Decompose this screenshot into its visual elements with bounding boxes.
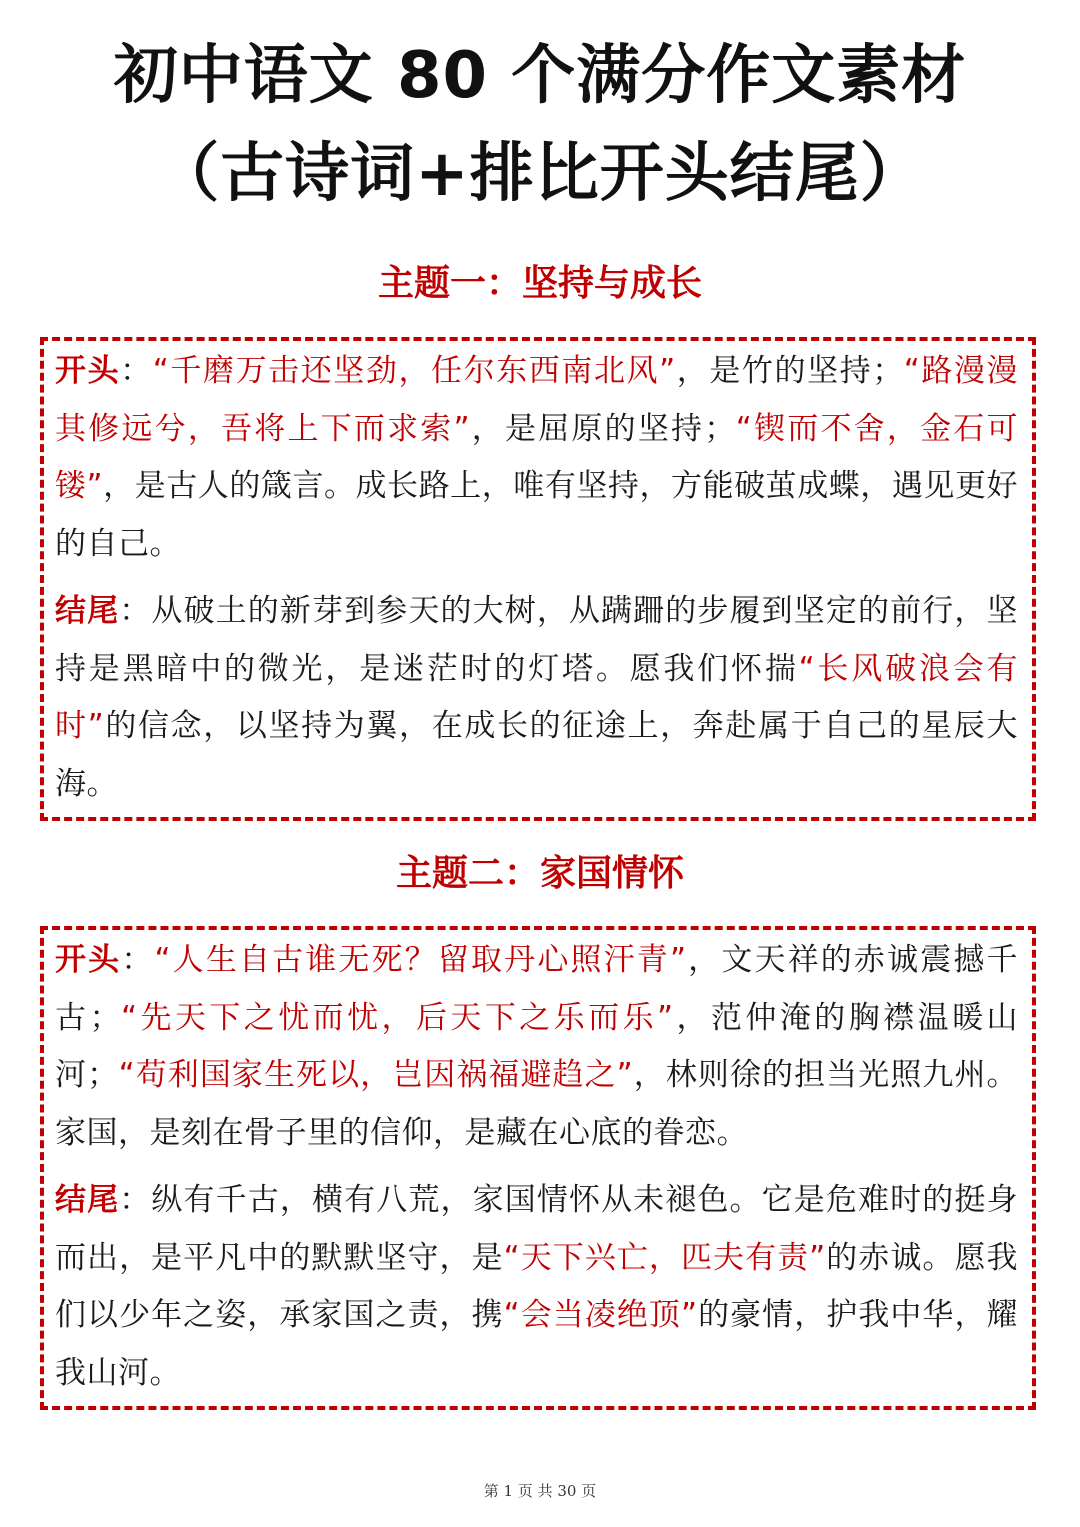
- body-text: ，范仲淹的胸襟温暖山河；: [55, 999, 1019, 1093]
- poem-quote: “天下兴亡，匹夫有责”: [503, 1239, 826, 1276]
- opening-paragraph-2: [55, 932, 1018, 1162]
- section-heading-2: 主题二：家国情怀: [395, 853, 684, 894]
- poem-quote: “先天下之忧而忧，后天下之乐而乐”: [120, 999, 674, 1036]
- opening-paragraph-1: [55, 343, 1018, 573]
- body-text: ，是屈原的坚持；: [470, 410, 736, 447]
- page-title-line-1: 初中语文 80 个满分作文素材: [113, 39, 967, 113]
- colon: ：: [119, 1182, 152, 1218]
- opening-label: 开头: [55, 353, 121, 389]
- ending-label: 结尾: [55, 1182, 120, 1218]
- poem-quote: “苟利国家生死以，岂因祸福避趋之”: [118, 1057, 634, 1093]
- body-text: 的豪情，护我中华，耀我山河。: [55, 1297, 1019, 1391]
- ending-label: 结尾: [55, 593, 120, 629]
- body-text: 的信念，以坚持为翼，在成长的征途上，奔赴属于自己的星辰大海。: [55, 708, 1019, 802]
- body-text: 纵有千古，横有八荒，家国情怀从未褪色。它是危难时的挺身而出，是平凡中的默默坚守，是: [55, 1182, 1019, 1276]
- body-text: 的赤诚。愿我们以少年之姿，承家国之责，携: [55, 1239, 1018, 1333]
- section-box-2: [40, 926, 1036, 1410]
- poem-quote: “千磨万击还坚劲，任尔东西南北风”: [152, 353, 676, 389]
- section-box-1: [40, 337, 1036, 821]
- colon: ：: [119, 593, 152, 629]
- body-text: ，是古人的箴言。成长路上，唯有坚持，方能破茧成蝶，遇见更好的自己。: [55, 468, 1018, 562]
- ending-paragraph-2: [55, 1172, 1018, 1402]
- page-footer: 第 1 页 共 30 页: [483, 1482, 597, 1500]
- poem-quote: “路漫漫其修远兮，吾将上下而求索”: [55, 353, 1019, 447]
- section-heading-1: 主题一：坚持与成长: [377, 263, 702, 304]
- body-text: ，是竹的坚持；: [675, 353, 904, 389]
- ending-paragraph-1: [55, 583, 1018, 813]
- body-text: 从破土的新芽到参天的大树，从蹒跚的步履到坚定的前行，坚持是黑暗中的微光，是迷茫时的灯塔。愿我们怀揣: [55, 593, 1019, 687]
- page-title-line-2: （古诗词+排比开头结尾）: [155, 137, 925, 211]
- colon: ：: [120, 353, 153, 389]
- body-text: ，文天祥的赤诚震撼千古；: [55, 942, 1019, 1036]
- colon: ：: [121, 942, 155, 978]
- poem-quote: “会当凌绝顶”: [503, 1297, 698, 1333]
- poem-quote: “长风破浪会有时”: [55, 650, 1019, 744]
- poem-quote: “锲而不舍，金石可镂”: [55, 410, 1019, 504]
- poem-quote: “人生自古谁无死？留取丹心照汗青”: [154, 942, 687, 978]
- opening-label: 开头: [55, 942, 122, 978]
- body-text: ，林则徐的担当光照九州。家国，是刻在骨子里的信仰，是藏在心底的眷恋。: [55, 1057, 1019, 1151]
